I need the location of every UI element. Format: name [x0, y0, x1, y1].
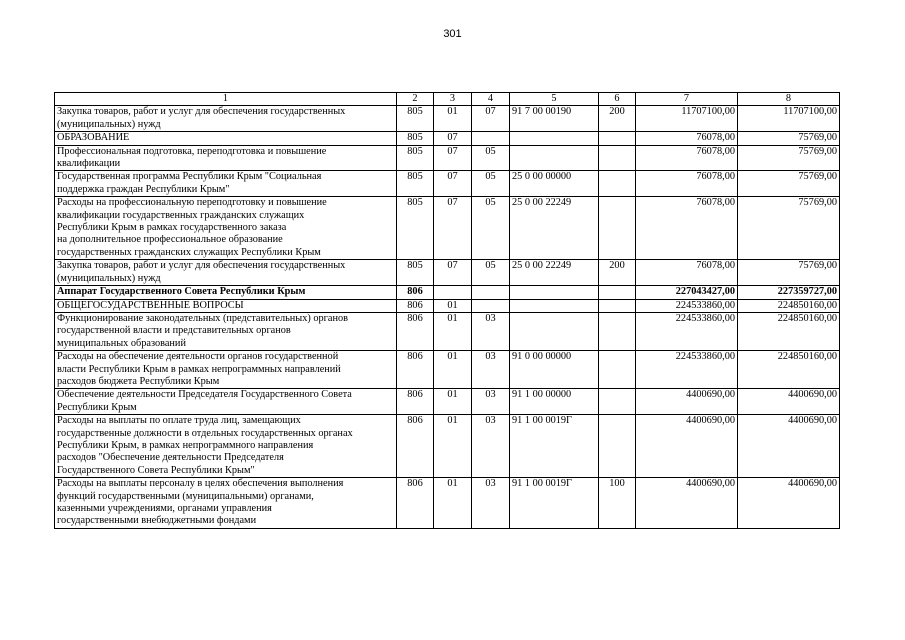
target-article-text: 91 1 00 0019Г: [512, 415, 573, 427]
grbs-code-cell: [397, 299, 434, 312]
section-code-text: 01: [447, 312, 458, 324]
section-code-cell: [434, 260, 472, 286]
item-name-cell: [55, 132, 397, 145]
subsection-code-text: 05: [485, 260, 496, 272]
item-name-cell: [55, 145, 397, 171]
subsection-code-cell: [472, 145, 510, 171]
amount-year1-cell: [636, 197, 738, 260]
amount-year2-cell: [738, 197, 840, 260]
subsection-code-cell: [472, 197, 510, 260]
amount-year2-text: 224850160,00: [777, 299, 837, 311]
grbs-code-text: 806: [407, 351, 423, 363]
amount-year2-text: 4400690,00: [788, 389, 837, 401]
section-code-text: 01: [447, 106, 458, 118]
amount-year2-cell: [738, 145, 840, 171]
expense-type-cell: [599, 145, 636, 171]
header-cell: 3: [434, 93, 472, 106]
amount-year1-text: 4400690,00: [686, 389, 735, 401]
amount-year2-text: 75769,00: [798, 132, 837, 144]
section-code-cell: [434, 299, 472, 312]
header-cell: 8: [738, 93, 840, 106]
item-name-cell: [55, 260, 397, 286]
expense-type-cell: [599, 389, 636, 415]
item-name-text: Аппарат Государственного Совета Республики Крым: [57, 286, 306, 298]
section-code-text: 01: [447, 415, 458, 427]
table-row: [55, 299, 840, 312]
expense-type-cell: [599, 260, 636, 286]
amount-year2-text: 227359727,00: [777, 286, 837, 298]
subsection-code-cell: [472, 415, 510, 478]
table-row: [55, 106, 840, 132]
amount-year1-cell: [636, 132, 738, 145]
target-article-cell: [510, 132, 599, 145]
amount-year1-cell: [636, 260, 738, 286]
header-cell: 1: [55, 93, 397, 106]
budget-table: [54, 92, 840, 529]
section-code-text: 01: [447, 299, 458, 311]
grbs-code-cell: [397, 132, 434, 145]
amount-year1-text: 224533860,00: [675, 312, 735, 324]
expense-type-cell: [599, 171, 636, 197]
target-article-text: 91 1 00 0019Г: [512, 478, 573, 490]
target-article-text: 91 0 00 00000: [512, 351, 572, 363]
subsection-code-text: 05: [485, 171, 496, 183]
section-code-text: 07: [447, 132, 458, 144]
expense-type-text: 200: [609, 106, 625, 118]
table-row: [55, 312, 840, 350]
table-row: [55, 351, 840, 389]
target-article-cell: [510, 312, 599, 350]
target-article-cell: [510, 286, 599, 299]
section-code-text: 07: [447, 145, 458, 157]
expense-type-text: 200: [609, 260, 625, 272]
section-code-cell: [434, 132, 472, 145]
expense-type-cell: [599, 197, 636, 260]
section-code-cell: [434, 351, 472, 389]
amount-year2-cell: [738, 389, 840, 415]
target-article-text: 91 1 00 00000: [512, 389, 572, 401]
amount-year2-cell: [738, 260, 840, 286]
grbs-code-cell: [397, 260, 434, 286]
subsection-code-text: 03: [485, 389, 496, 401]
amount-year2-cell: [738, 351, 840, 389]
amount-year2-text: 11707100,00: [783, 106, 837, 118]
expense-type-cell: [599, 351, 636, 389]
item-name-text: Расходы на профессиональную переподготовку и повышение квалификации государственных гражданских служащих Республики Крым в рамках государственного заказа на дополнительное профессиональное образование государственных гражданских служащих Республики Крым: [57, 197, 327, 258]
section-code-text: 01: [447, 478, 458, 490]
grbs-code-cell: [397, 197, 434, 260]
amount-year1-text: 76078,00: [696, 197, 735, 209]
target-article-cell: [510, 145, 599, 171]
grbs-code-text: 805: [407, 171, 423, 183]
table-row: [55, 389, 840, 415]
amount-year1-cell: [636, 106, 738, 132]
subsection-code-cell: [472, 299, 510, 312]
item-name-text: ОБРАЗОВАНИЕ: [57, 132, 130, 144]
amount-year1-cell: [636, 145, 738, 171]
item-name-cell: [55, 351, 397, 389]
table-header-row: [55, 93, 840, 106]
amount-year1-cell: [636, 171, 738, 197]
amount-year1-text: 76078,00: [696, 145, 735, 157]
item-name-cell: [55, 415, 397, 478]
subsection-code-text: 03: [485, 312, 496, 324]
subsection-code-text: 03: [485, 478, 496, 490]
header-cell: 2: [397, 93, 434, 106]
header-cell: 5: [510, 93, 599, 106]
grbs-code-text: 806: [407, 299, 423, 311]
header-cell: 7: [636, 93, 738, 106]
subsection-code-text: 05: [485, 145, 496, 157]
table-row: [55, 145, 840, 171]
expense-type-text: 100: [609, 478, 625, 490]
subsection-code-cell: [472, 389, 510, 415]
item-name-cell: [55, 299, 397, 312]
section-code-cell: [434, 478, 472, 529]
amount-year1-cell: [636, 351, 738, 389]
expense-type-cell: [599, 478, 636, 529]
amount-year1-text: 227043427,00: [675, 286, 735, 298]
page-number: 301: [443, 28, 462, 40]
grbs-code-text: 805: [407, 197, 423, 209]
amount-year2-cell: [738, 478, 840, 529]
table-body: [55, 106, 840, 528]
item-name-text: Закупка товаров, работ и услуг для обеспечения государственных (муниципальных) нужд: [57, 260, 346, 284]
grbs-code-cell: [397, 351, 434, 389]
grbs-code-text: 805: [407, 260, 423, 272]
amount-year2-text: 75769,00: [798, 197, 837, 209]
subsection-code-cell: [472, 312, 510, 350]
subsection-code-cell: [472, 478, 510, 529]
table-row: [55, 478, 840, 529]
amount-year1-text: 76078,00: [696, 260, 735, 272]
subsection-code-cell: [472, 106, 510, 132]
table-row: [55, 132, 840, 145]
amount-year1-cell: [636, 299, 738, 312]
item-name-cell: [55, 389, 397, 415]
target-article-cell: [510, 478, 599, 529]
expense-type-cell: [599, 132, 636, 145]
grbs-code-text: 806: [407, 286, 423, 298]
table-row: [55, 260, 840, 286]
expense-type-cell: [599, 312, 636, 350]
amount-year1-text: 4400690,00: [686, 415, 735, 427]
table-row: [55, 197, 840, 260]
section-code-text: 07: [447, 197, 458, 209]
target-article-cell: [510, 171, 599, 197]
item-name-text: Государственная программа Республики Крым "Социальная поддержка граждан Республики Крым": [57, 171, 322, 195]
subsection-code-text: 03: [485, 415, 496, 427]
item-name-cell: [55, 106, 397, 132]
item-name-cell: [55, 286, 397, 299]
amount-year2-cell: [738, 286, 840, 299]
target-article-cell: [510, 351, 599, 389]
section-code-cell: [434, 171, 472, 197]
target-article-text: 25 0 00 22249: [512, 197, 572, 209]
amount-year2-text: 75769,00: [798, 260, 837, 272]
subsection-code-text: 03: [485, 351, 496, 363]
section-code-cell: [434, 106, 472, 132]
expense-type-cell: [599, 415, 636, 478]
amount-year2-cell: [738, 132, 840, 145]
amount-year1-cell: [636, 286, 738, 299]
amount-year2-text: 75769,00: [798, 171, 837, 183]
header-cell: 4: [472, 93, 510, 106]
grbs-code-cell: [397, 145, 434, 171]
target-article-cell: [510, 260, 599, 286]
section-code-cell: [434, 312, 472, 350]
amount-year2-cell: [738, 106, 840, 132]
expense-type-cell: [599, 106, 636, 132]
target-article-cell: [510, 299, 599, 312]
item-name-text: Функционирование законодательных (представительных) органов государственной власти и представительных органов муниципальных образований: [57, 312, 348, 349]
subsection-code-cell: [472, 260, 510, 286]
amount-year2-cell: [738, 312, 840, 350]
grbs-code-text: 806: [407, 312, 423, 324]
section-code-text: 07: [447, 171, 458, 183]
item-name-cell: [55, 197, 397, 260]
item-name-cell: [55, 478, 397, 529]
target-article-text: 25 0 00 00000: [512, 171, 572, 183]
amount-year1-text: 76078,00: [696, 171, 735, 183]
target-article-cell: [510, 106, 599, 132]
grbs-code-cell: [397, 478, 434, 529]
grbs-code-text: 805: [407, 106, 423, 118]
amount-year1-cell: [636, 415, 738, 478]
grbs-code-cell: [397, 286, 434, 299]
amount-year1-cell: [636, 389, 738, 415]
table-row: [55, 171, 840, 197]
amount-year2-cell: [738, 415, 840, 478]
amount-year1-text: 4400690,00: [686, 478, 735, 490]
grbs-code-text: 806: [407, 415, 423, 427]
amount-year1-text: 224533860,00: [675, 299, 735, 311]
target-article-cell: [510, 197, 599, 260]
grbs-code-text: 806: [407, 389, 423, 401]
amount-year2-text: 75769,00: [798, 145, 837, 157]
section-code-text: 01: [447, 389, 458, 401]
amount-year2-text: 224850160,00: [777, 351, 837, 363]
subsection-code-cell: [472, 351, 510, 389]
section-code-cell: [434, 389, 472, 415]
target-article-cell: [510, 415, 599, 478]
subsection-code-cell: [472, 286, 510, 299]
section-code-text: 01: [447, 351, 458, 363]
item-name-cell: [55, 312, 397, 350]
target-article-cell: [510, 389, 599, 415]
section-code-cell: [434, 145, 472, 171]
subsection-code-text: 07: [485, 106, 496, 118]
amount-year1-text: 224533860,00: [675, 351, 735, 363]
target-article-text: 91 7 00 00190: [512, 106, 572, 118]
grbs-code-cell: [397, 106, 434, 132]
amount-year2-text: 4400690,00: [788, 415, 837, 427]
item-name-cell: [55, 171, 397, 197]
grbs-code-cell: [397, 415, 434, 478]
grbs-code-text: 805: [407, 145, 423, 157]
section-code-cell: [434, 197, 472, 260]
section-code-cell: [434, 415, 472, 478]
grbs-code-text: 805: [407, 132, 423, 144]
item-name-text: Профессиональная подготовка, переподготовка и повышение квалификации: [57, 145, 327, 170]
target-article-text: 25 0 00 22249: [512, 260, 572, 272]
grbs-code-text: 806: [407, 478, 423, 490]
amount-year1-cell: [636, 312, 738, 350]
header-cell: 6: [599, 93, 636, 106]
expense-type-cell: [599, 286, 636, 299]
expense-type-cell: [599, 299, 636, 312]
item-name-text: Расходы на обеспечение деятельности органов государственной власти Республики Крым в рамках непрограммных направлений расходов бюджета Республики Крым: [57, 351, 341, 387]
amount-year1-text: 76078,00: [696, 132, 735, 144]
amount-year2-cell: [738, 299, 840, 312]
section-code-cell: [434, 286, 472, 299]
subsection-code-cell: [472, 132, 510, 145]
amount-year1-cell: [636, 478, 738, 529]
subsection-code-text: 05: [485, 197, 496, 209]
item-name-text: ОБЩЕГОСУДАРСТВЕННЫЕ ВОПРОСЫ: [57, 299, 244, 311]
amount-year1-text: 11707100,00: [681, 106, 735, 118]
grbs-code-cell: [397, 171, 434, 197]
table-row: [55, 415, 840, 478]
item-name-text: Расходы на выплаты по оплате труда лиц, замещающих государственные должности в отдельных государственных органах Республики Крым, в рамках непрограммного направления расходов "Обеспечение деятельности Председателя Государственного Совета Республики Крым": [57, 415, 353, 476]
section-code-text: 07: [447, 260, 458, 272]
amount-year2-cell: [738, 171, 840, 197]
amount-year2-text: 4400690,00: [788, 478, 837, 490]
grbs-code-cell: [397, 312, 434, 350]
grbs-code-cell: [397, 389, 434, 415]
item-name-text: Обеспечение деятельности Председателя Государственного Совета Республики Крым: [57, 389, 352, 413]
table-row: [55, 286, 840, 299]
amount-year2-text: 224850160,00: [777, 312, 837, 324]
item-name-text: Расходы на выплаты персоналу в целях обеспечения выполнения функций государственными (муниципальными) органами, казенными учреждениями, органами управления государственными внебюджетными фондами: [57, 478, 344, 527]
subsection-code-cell: [472, 171, 510, 197]
item-name-text: Закупка товаров, работ и услуг для обеспечения государственных (муниципальных) нужд: [57, 106, 346, 130]
